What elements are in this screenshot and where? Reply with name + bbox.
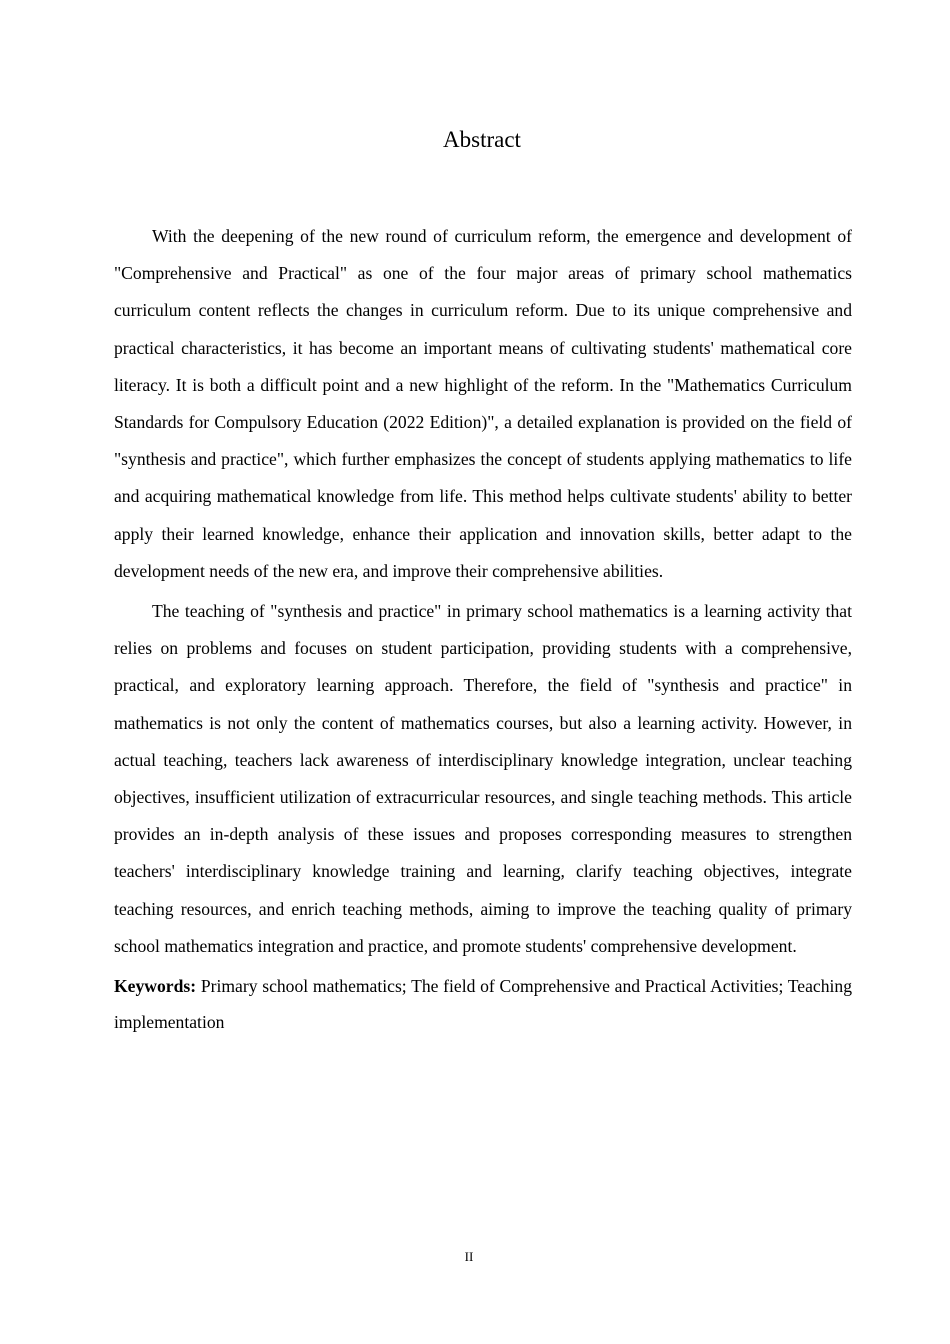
abstract-body	[114, 218, 852, 1040]
abstract-paragraph-1: With the deepening of the new round of curriculum reform, the emergence and development of "Comprehensive and Practical" as one of the four major areas of primary school mathematics curriculum content reflects the changes in curriculum reform. Due to its unique comprehensive and practical characteristics, it has become an important means of cultivating students' mathematical core literacy. It is both a difficult point and a new highlight of the reform. In the "Mathematics Curriculum Standards for Compulsory Education (2022 Edition)", a detailed explanation is provided on the field of "synthesis and practice", which further emphasizes the concept of students applying mathematics to life and acquiring mathematical knowledge from life. This method helps cultivate students' ability to better apply their learned knowledge, enhance their application and innovation skills, better adapt to the development needs of the new era, and improve their comprehensive abilities.	[114, 226, 852, 581]
abstract-title: Abstract	[443, 127, 521, 152]
keywords-text: Primary school mathematics; The field of Comprehensive and Practical Activities; Teaching implementation	[114, 976, 853, 1033]
keywords-label: Keywords:	[114, 976, 197, 997]
abstract-paragraph-2: The teaching of "synthesis and practice" in primary school mathematics is a learning activity that relies on problems and focuses on student participation, providing students with a comprehensive, practical, and exploratory learning approach. Therefore, the field of "synthesis and practice" in mathematics is not only the content of mathematics courses, but also a learning activity. However, in actual teaching, teachers lack awareness of interdisciplinary knowledge integration, unclear teaching objectives, insufficient utilization of extracurricular resources, and single teaching methods. This article provides an in-depth analysis of these issues and proposes corresponding measures to strengthen teachers' interdisciplinary knowledge training and learning, clarify teaching objectives, integrate teaching resources, and enrich teaching methods, aiming to improve the teaching quality of primary school mathematics integration and practice, and promote students' comprehensive development.	[114, 601, 852, 956]
keywords-line	[114, 968, 852, 1040]
page-number: II	[464, 1249, 474, 1264]
